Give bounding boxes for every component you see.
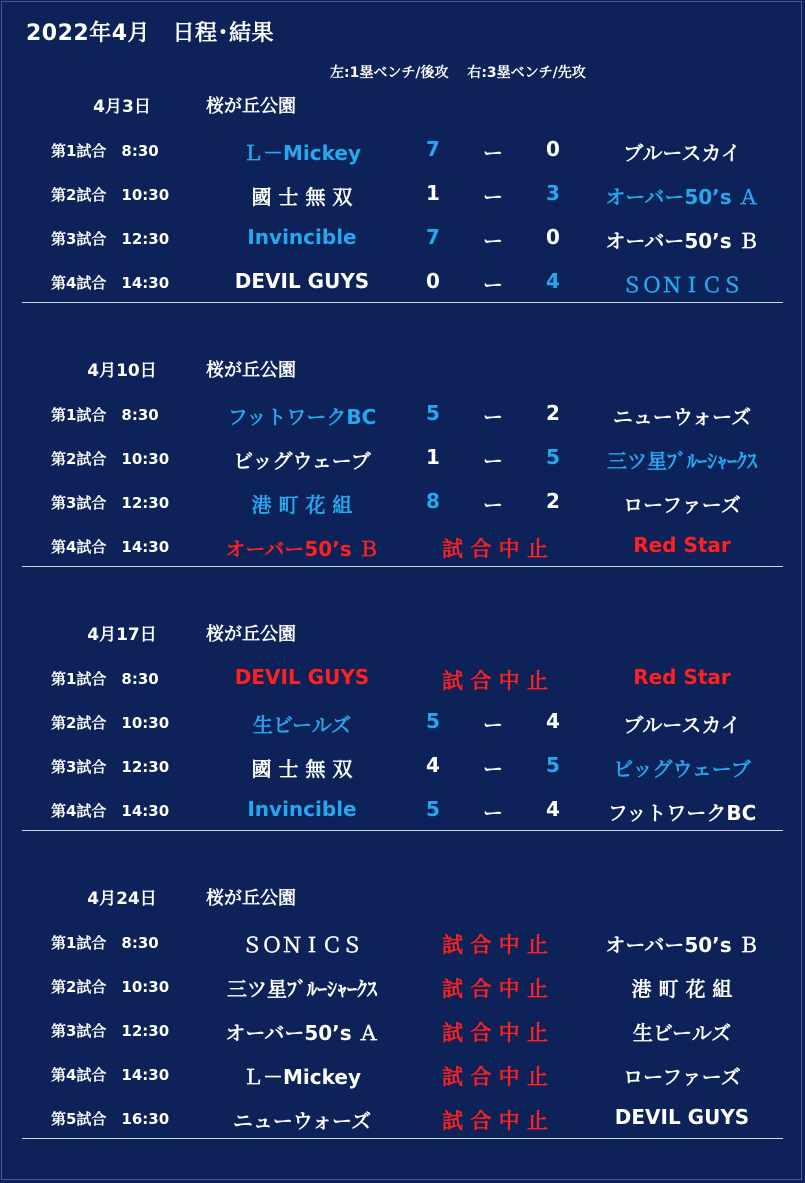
section-divider: [22, 1138, 783, 1139]
away-team: ローファーズ: [623, 493, 741, 517]
game-row: [0, 392, 805, 436]
home-team: オーバー50’s Ａ: [225, 1021, 379, 1045]
page-title: 2022年4月 日程･結果: [26, 21, 275, 46]
away-score: 2: [546, 401, 560, 425]
home-score: 7: [426, 137, 440, 161]
score-dash: ー: [483, 757, 503, 781]
game-slot: 第4試合 14:30: [51, 1066, 170, 1084]
home-team: ニューウォーズ: [232, 1109, 372, 1133]
game-slot: 第2試合 10:30: [51, 714, 170, 732]
score-dash: ー: [483, 141, 503, 165]
game-slot: 第1試合 8:30: [51, 670, 159, 688]
game-slot: 第2試合 10:30: [51, 186, 170, 204]
cancelled-label: 試 合 中 止: [442, 1065, 548, 1089]
away-team: Red Star: [633, 533, 731, 557]
game-row: [0, 920, 805, 964]
home-team: 港 町 花 組: [251, 493, 353, 517]
away-team: オーバー50’s Ｂ: [605, 933, 759, 957]
game-slot: 第4試合 14:30: [51, 802, 170, 820]
cancelled-label: 試 合 中 止: [442, 1021, 548, 1045]
away-score: 4: [546, 797, 560, 821]
cancelled-label: 試 合 中 止: [442, 669, 548, 693]
score-dash: ー: [483, 405, 503, 429]
score-dash: ー: [483, 273, 503, 297]
home-score: 1: [426, 445, 440, 469]
bench-note: 左:1塁ベンチ/後攻 右:3塁ベンチ/先攻: [330, 65, 586, 81]
home-score: 4: [426, 753, 440, 777]
score-dash: ー: [483, 229, 503, 253]
day-date: 4月24日: [87, 889, 157, 909]
home-team: 生ビールズ: [252, 713, 352, 737]
home-team: DEVIL GUYS: [234, 269, 370, 293]
game-row: [0, 128, 805, 172]
game-slot: 第2試合 10:30: [51, 978, 170, 996]
game-slot: 第1試合 8:30: [51, 406, 159, 424]
game-slot: 第2試合 10:30: [51, 450, 170, 468]
score-dash: ー: [483, 713, 503, 737]
game-slot: 第5試合 16:30: [51, 1110, 170, 1128]
cancelled-label: 試 合 中 止: [442, 977, 548, 1001]
game-row: [0, 656, 805, 700]
home-team: ビッグウェーブ: [233, 449, 371, 473]
away-team: ニューウォーズ: [612, 405, 752, 429]
home-team: フットワークBC: [227, 405, 377, 429]
cancelled-label: 試 合 中 止: [442, 537, 548, 561]
score-dash: ー: [483, 801, 503, 825]
away-team: ブルースカイ: [623, 713, 741, 737]
game-slot: 第3試合 12:30: [51, 494, 170, 512]
game-slot: 第1試合 8:30: [51, 142, 159, 160]
home-score: 1: [426, 181, 440, 205]
score-dash: ー: [483, 493, 503, 517]
cancelled-label: 試 合 中 止: [442, 1109, 548, 1133]
away-team: オーバー50’s Ｂ: [605, 229, 759, 253]
away-team: DEVIL GUYS: [614, 1105, 750, 1129]
game-slot: 第1試合 8:30: [51, 934, 159, 952]
game-row: [0, 172, 805, 216]
day-venue: 桜が丘公園: [206, 888, 296, 909]
game-slot: 第4試合 14:30: [51, 274, 170, 292]
home-score: 5: [426, 797, 440, 821]
game-row: [0, 436, 805, 480]
home-team: オーバー50’s Ｂ: [225, 537, 379, 561]
score-dash: ー: [483, 185, 503, 209]
home-team: 國 士 無 双: [251, 185, 353, 209]
away-team: ＳＯＮＩＣＳ: [622, 273, 742, 297]
home-team: DEVIL GUYS: [234, 665, 370, 689]
day-venue: 桜が丘公園: [206, 96, 296, 117]
home-team: 國 士 無 双: [251, 757, 353, 781]
game-slot: 第4試合 14:30: [51, 538, 170, 556]
home-score: 0: [426, 269, 440, 293]
game-row: [0, 480, 805, 524]
home-score: 8: [426, 489, 440, 513]
section-divider: [22, 302, 783, 303]
game-row: [0, 216, 805, 260]
home-team: Ｌ－Mickey: [243, 1065, 361, 1089]
away-score: 3: [546, 181, 560, 205]
day-date: 4月17日: [87, 625, 157, 645]
game-row: [0, 260, 805, 304]
home-score: 5: [426, 401, 440, 425]
away-score: 5: [546, 445, 560, 469]
day-date: 4月3日: [93, 97, 151, 117]
game-row: [0, 1096, 805, 1140]
away-team: ビッグウェーブ: [613, 757, 751, 781]
section-divider: [22, 566, 783, 567]
home-team: Ｌ－Mickey: [243, 141, 361, 165]
away-score: 4: [546, 709, 560, 733]
away-team: 港 町 花 組: [631, 977, 733, 1001]
game-slot: 第3試合 12:30: [51, 230, 170, 248]
away-team: フットワークBC: [607, 801, 757, 825]
day-venue: 桜が丘公園: [206, 624, 296, 645]
game-row: [0, 524, 805, 568]
section-divider: [22, 830, 783, 831]
away-team: 生ビールズ: [632, 1021, 732, 1045]
away-team: 三ツ星ﾌﾞﾙｰｼｬｰｸｽ: [607, 449, 757, 473]
home-team: Invincible: [247, 797, 357, 821]
game-slot: 第3試合 12:30: [51, 1022, 170, 1040]
score-dash: ー: [483, 449, 503, 473]
away-score: 0: [546, 137, 560, 161]
home-team: ＳＯＮＩＣＳ: [242, 933, 362, 957]
home-team: Invincible: [247, 225, 357, 249]
home-score: 7: [426, 225, 440, 249]
away-team: ローファーズ: [623, 1065, 741, 1089]
day-venue: 桜が丘公園: [206, 360, 296, 381]
game-row: [0, 700, 805, 744]
game-row: [0, 964, 805, 1008]
away-team: Red Star: [633, 665, 731, 689]
away-score: 2: [546, 489, 560, 513]
away-score: 4: [546, 269, 560, 293]
home-score: 5: [426, 709, 440, 733]
home-team: 三ツ星ﾌﾞﾙｰｼｬｰｸｽ: [227, 977, 377, 1001]
away-team: オーバー50’s Ａ: [605, 185, 759, 209]
game-row: [0, 744, 805, 788]
game-slot: 第3試合 12:30: [51, 758, 170, 776]
away-score: 0: [546, 225, 560, 249]
away-score: 5: [546, 753, 560, 777]
away-team: ブルースカイ: [623, 141, 741, 165]
game-row: [0, 788, 805, 832]
game-row: [0, 1008, 805, 1052]
game-row: [0, 1052, 805, 1096]
cancelled-label: 試 合 中 止: [442, 933, 548, 957]
day-date: 4月10日: [87, 361, 157, 381]
